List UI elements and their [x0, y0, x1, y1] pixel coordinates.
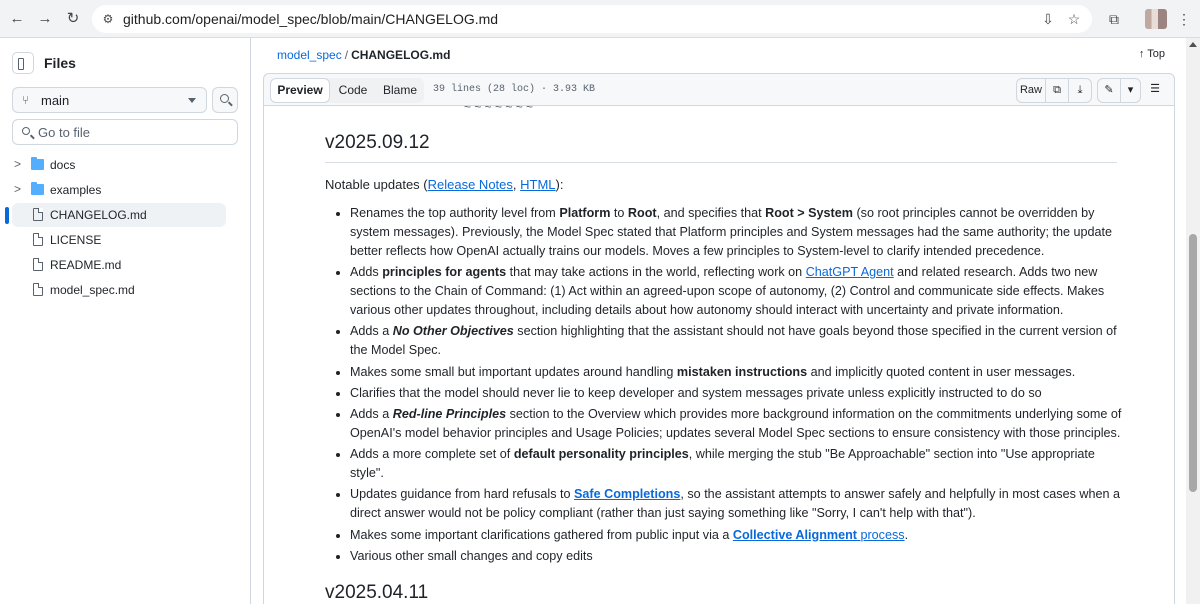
raw-copy-download-group: [1016, 78, 1092, 103]
git-branch-icon: ⑂: [22, 93, 30, 107]
breadcrumb-file: CHANGELOG.md: [351, 48, 451, 62]
scroll-up-arrow-icon[interactable]: [1189, 42, 1197, 47]
text: , so the assistant attempts to answer safely and helpfully in most cases when a direct answer would not be policy compliant (rather than just saying something like "Sorry, I can't help with that").: [350, 487, 1120, 521]
bold-text: default personality principles: [513, 447, 689, 462]
page-scrollbar[interactable]: [1186, 38, 1200, 604]
file-tree-sidebar: [0, 38, 251, 604]
active-indicator: [5, 207, 9, 224]
changes-list: [350, 204, 1122, 568]
edit-pencil-icon[interactable]: ✎: [1104, 84, 1114, 96]
file-icon: [33, 208, 43, 221]
text: that may take actions in the world, reflecting work on: [506, 265, 806, 280]
list-item: [350, 363, 1122, 382]
html-link[interactable]: HTML: [520, 177, 556, 192]
chatgpt-agent-link[interactable]: ChatGPT Agent: [805, 265, 894, 280]
text: Updates guidance from hard refusals to: [350, 487, 575, 502]
tree-item-label: README.md: [50, 258, 122, 272]
text: , and specifies that: [656, 206, 766, 220]
folder-icon: [31, 184, 44, 195]
url-text[interactable]: github.com/openai/model_spec/blob/main/CHANGELOG.md: [123, 11, 499, 27]
edit-dropdown-icon[interactable]: ▾: [1120, 79, 1140, 102]
outline-list-icon[interactable]: ☰: [1150, 83, 1160, 95]
text: and implicitly quoted content in user messages.: [807, 364, 1076, 379]
clipped-previous-line: ~ ~ ~ ~ ~ ~ ~: [464, 100, 534, 114]
list-item: • Various other small changes and copy edits: [350, 547, 1122, 566]
edit-group: [1097, 78, 1141, 103]
tree-item-label: LICENSE: [50, 233, 102, 247]
file-viewer: [263, 38, 1175, 604]
tab-code[interactable]: Code: [338, 83, 368, 97]
view-mode-tabs: [270, 78, 424, 103]
tree-item-examples[interactable]: [0, 178, 250, 202]
text: Renames the top authority level from: [350, 206, 560, 220]
text: Makes some important clarifications gathered from public input via a: [350, 527, 733, 542]
tree-item-label: model_spec.md: [50, 283, 135, 297]
collective-alignment-link[interactable]: Collective Alignment: [732, 527, 857, 542]
reload-icon[interactable]: ↻: [66, 10, 80, 27]
list-item: [350, 445, 1122, 483]
text: .: [904, 527, 909, 542]
back-icon[interactable]: ←: [9, 10, 25, 27]
file-icon: [33, 233, 43, 246]
browser-menu-icon[interactable]: ⋮: [1177, 11, 1191, 27]
markdown-body: [263, 100, 1175, 604]
bold-text: Root: [627, 206, 657, 220]
back-to-top-button[interactable]: ↑ Top: [1138, 48, 1165, 60]
text: (so root principles cannot be overridden by system messages). Previously, the Model Spec stated that Platform principles and System messages had the same authority; the update better reflects how OpenAI actually trains our models. Moves a few principles to System-level to clarify intended precedence.: [350, 206, 1113, 258]
breadcrumb-separator: /: [344, 48, 349, 62]
file-stats: 39 lines (28 loc) · 3.93 KB: [433, 84, 596, 95]
bold-text: Root > System: [765, 206, 853, 220]
breadcrumb-repo-link[interactable]: model_spec: [277, 48, 342, 62]
tree-item-model-spec[interactable]: [0, 278, 250, 302]
release-notes-link[interactable]: Release Notes: [427, 177, 513, 192]
search-files-button[interactable]: [212, 87, 238, 113]
extensions-icon[interactable]: ⧉: [1109, 11, 1119, 27]
version-heading-next: v2025.04.11: [325, 582, 429, 603]
scrollbar-thumb[interactable]: [1189, 234, 1197, 492]
text: Adds a: [350, 406, 393, 421]
chevron-down-icon: [188, 98, 196, 103]
site-settings-icon[interactable]: ⚙: [102, 12, 114, 26]
tree-item-readme[interactable]: [0, 253, 250, 277]
notable-updates-line: [325, 175, 563, 194]
bold-text: mistaken instructions: [676, 364, 808, 379]
lead-prefix: Notable updates (: [325, 177, 428, 192]
list-item: [350, 263, 1122, 320]
raw-button[interactable]: Raw: [1019, 84, 1042, 96]
profile-avatar[interactable]: [1145, 9, 1167, 29]
branch-selector[interactable]: [12, 87, 207, 113]
text: , while merging the stub "Be Approachable" section into "Use appropriate style".: [350, 447, 1095, 481]
text: Makes some small but important updates around handling: [350, 364, 677, 379]
tree-item-changelog[interactable]: [0, 203, 250, 227]
chevron-right-icon[interactable]: >: [14, 182, 22, 196]
collapse-panel-icon[interactable]: [12, 52, 34, 74]
text: Adds: [350, 265, 383, 280]
chevron-right-icon[interactable]: >: [14, 157, 22, 171]
go-to-file-placeholder: Go to file: [38, 125, 91, 140]
list-item: [350, 204, 1122, 261]
go-to-file-input[interactable]: [12, 119, 238, 145]
bookmark-star-icon[interactable]: ☆: [1067, 11, 1081, 27]
tree-item-label: docs: [50, 158, 76, 172]
bold-text: principles for agents: [382, 265, 507, 280]
address-bar[interactable]: [92, 5, 1092, 33]
text: section highlighting that the assistant should not have goals beyond those specified in the current version of the Model Spec.: [350, 324, 1117, 358]
text: Adds a: [350, 324, 393, 339]
tree-item-docs[interactable]: [0, 153, 250, 177]
list-item: [350, 526, 1122, 545]
emphasis-text: Red-line Principles: [392, 406, 507, 421]
download-icon[interactable]: ⤓: [1068, 79, 1091, 102]
install-app-icon[interactable]: ⇩: [1042, 11, 1054, 27]
text: and related research. Adds two new sections to the Chain of Command: (1) Act within an agreed-upon scope of autonomy, (2) Control and communicate side effects. Makes various other updates throughout, including details about how autonomy should interact with uncertainty and private information.: [350, 265, 1105, 318]
tree-item-label: examples: [50, 183, 102, 197]
lead-suffix: ):: [555, 177, 564, 192]
list-item: • Clarifies that the model should never lie to keep developer and system messages private unless explicitly instructed to do so: [350, 384, 1122, 403]
version-heading: v2025.09.12: [325, 132, 1117, 163]
branch-name: main: [41, 93, 70, 108]
file-icon: [33, 258, 43, 271]
lead-comma: ,: [512, 177, 521, 192]
search-icon: [22, 127, 30, 135]
process-link[interactable]: process: [860, 527, 905, 542]
safe-completions-link[interactable]: Safe Completions: [574, 487, 681, 502]
browser-toolbar: [0, 0, 1200, 38]
list-item: [350, 485, 1122, 523]
forward-icon[interactable]: →: [37, 10, 53, 27]
list-item: [350, 322, 1122, 360]
search-icon: [220, 94, 229, 103]
bold-text: Platform: [559, 206, 611, 220]
tab-blame[interactable]: Blame: [382, 83, 417, 97]
file-icon: [33, 283, 43, 296]
file-header-toolbar: [263, 73, 1175, 114]
folder-icon: [31, 159, 44, 170]
files-title: Files: [44, 55, 76, 71]
text: to: [610, 206, 628, 220]
tree-item-label: CHANGELOG.md: [50, 208, 147, 222]
copy-icon[interactable]: ⧉: [1045, 79, 1068, 102]
tree-item-license[interactable]: [0, 228, 250, 252]
emphasis-text: No Other Objectives: [392, 324, 514, 339]
breadcrumb: [277, 48, 450, 62]
text: section to the Overview which provides more background information on the commitments underlying some of OpenAI's model behavior principles and Usage Policies; updates several Model Spec sections to ensure consistency with those principles.: [350, 406, 1122, 440]
tab-preview[interactable]: Preview: [270, 78, 330, 103]
list-item: [350, 405, 1122, 443]
text: Adds a more complete set of: [350, 447, 514, 462]
